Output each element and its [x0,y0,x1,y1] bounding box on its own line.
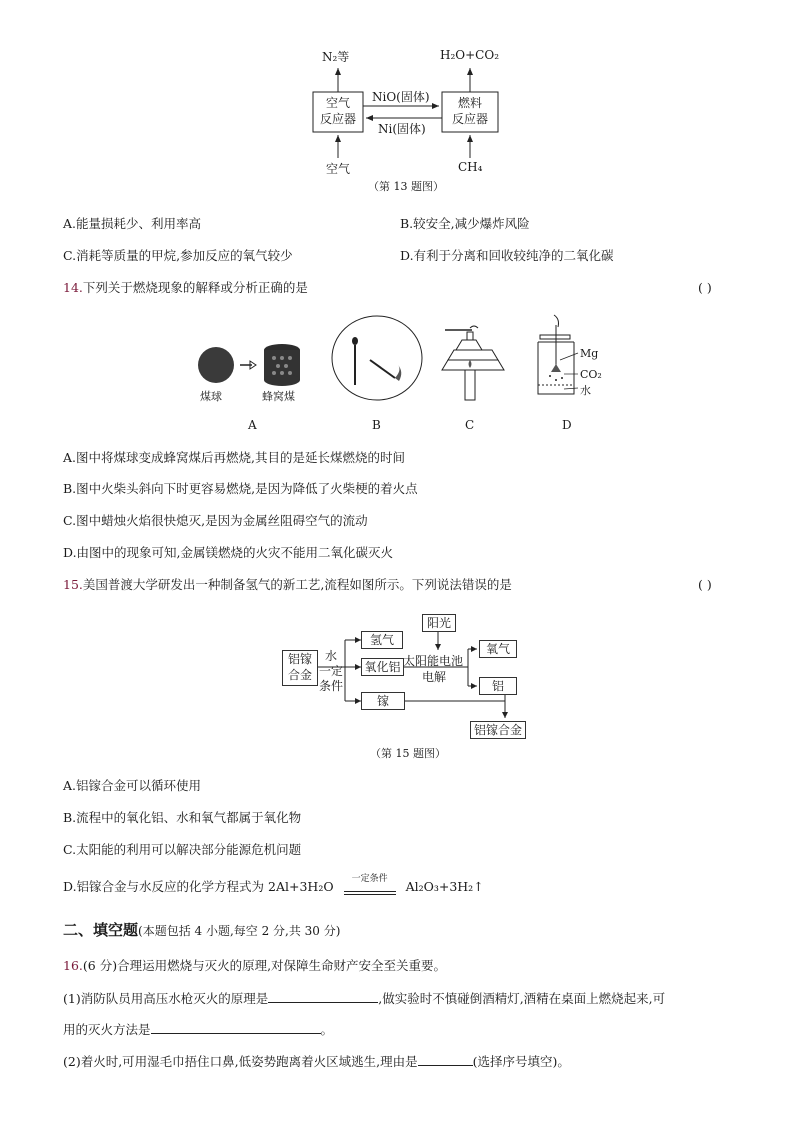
fig15-aluminum-box: 铝 [479,677,517,695]
reaction-condition-text: 一定条件 [351,874,388,884]
fig15-water-condition [316,649,346,694]
fig13-top-right: H₂O+CO₂ [440,48,499,62]
honeycomb-coal-icon [264,344,300,386]
candle-coil-icon [442,326,504,400]
fig15-gallium-box: 镓 [361,692,405,710]
q14-number: 14. [63,280,83,295]
q15-stem [63,577,512,593]
q16-p1-text-b: ,做实验时不慎碰倒酒精灯,酒精在桌面上燃烧起来,可 [378,991,666,1006]
q16-p1-text-d: 。 [320,1022,334,1037]
fig13-left-box [313,95,363,127]
q16-part1-line1 [63,990,665,1007]
answer-blank-2[interactable] [151,1021,321,1034]
fig15-cond-water: 水 [324,649,337,663]
q13-option-b: B.较安全,减少爆炸风险 [400,216,530,231]
fig14-label-d: D [562,418,572,432]
slanted-match-icon [370,360,395,378]
q14-option-c: C.图中蜡烛火焰很快熄灭,是因为金属丝阻碍空气的流动 [63,513,368,528]
fig15-alumina-box: 氧化铝 [361,658,404,676]
q16-p2-text-a: (2)着火时,可用湿毛巾捂住口鼻,低姿势跑离着火区域逃生,理由是 [63,1054,418,1069]
fig13-caption: （第 13 题图） [368,180,444,193]
q14-text: 下列关于燃烧现象的解释或分析正确的是 [82,280,308,295]
q13-option-d: D.有利于分离和回收较纯净的二氧化碳 [400,248,614,263]
q16-text: (6 分)合理运用燃烧与灭火的原理,对保障生命财产安全至关重要。 [82,958,447,973]
fig15-solar-cell-label: 太阳能电池 [403,654,464,668]
section-2-header [63,919,340,940]
q14-answer-paren: ( ) [698,280,712,295]
q13-option-a: A.能量损耗少、利用率高 [63,216,202,231]
q14-stem [63,280,308,296]
q16-stem [63,958,446,974]
answer-blank-1[interactable] [268,990,378,1003]
fig13-right-box-line1: 燃料 [457,96,482,110]
q14-option-a: A.图中将煤球变成蜂窝煤后再燃烧,其目的是延长煤燃烧的时间 [63,450,405,465]
answer-blank-3[interactable] [418,1053,473,1066]
section-2-note: (本题包括 4 小题,每空 2 分,共 30 分) [138,924,341,938]
fig14-mg-label: Mg [580,347,599,360]
fig14-label-a: A [248,418,257,432]
fig15-alloy-out-box: 铝镓合金 [470,721,526,739]
q16-p1-text-a: (1)消防队员用高压水枪灭火的原理是 [63,991,269,1006]
fig15-cond-line3: 条件 [318,679,343,693]
fig15-hydrogen-box: 氢气 [361,631,403,649]
coal-ball-icon [198,347,234,383]
q15-option-d-prefix: D.铝镓合金与水反应的化学方程式为 2Al+3H₂O [63,879,334,894]
fig14-honeycomb-label: 蜂窝煤 [262,390,295,403]
fig14-water-label: 水 [580,384,591,397]
fig13-left-box-line2: 反应器 [319,112,356,126]
fig13-bottom-right: CH₄ [458,160,483,174]
q15-number: 15. [63,577,83,592]
fig13-right-box [442,95,498,127]
fig14-coal-ball-label: 煤球 [200,390,222,403]
reaction-condition-equals [344,874,396,895]
fig14-co2-label: CO₂ [580,368,602,381]
q14-option-b: B.图中火柴头斜向下时更容易燃烧,是因为降低了火柴梗的着火点 [63,481,418,496]
q15-option-b: B.流程中的氧化铝、水和氧气都属于氧化物 [63,810,302,825]
fig14-label-b: B [372,418,381,432]
fig13-top-left: N₂等 [322,50,350,64]
fig15-oxygen-box: 氧气 [479,640,517,658]
q14-option-d: D.由图中的现象可知,金属镁燃烧的火灾不能用二氧化碳灭火 [63,545,394,560]
fig13-arrow-bottom-label: Ni(固体) [378,122,426,136]
fig13-bottom-left: 空气 [326,162,351,176]
q15-option-c: C.太阳能的利用可以解决部分能源危机问题 [63,842,302,857]
q15-text: 美国普渡大学研发出一种制备氢气的新工艺,流程如图所示。下列说法错误的是 [82,577,512,592]
fig13-left-box-line1: 空气 [325,96,350,110]
mg-co2-bottle-icon [538,315,578,394]
section-2-title: 二、填空题 [63,921,139,939]
fig15-caption: （第 15 题图） [370,747,446,760]
q16-part2 [63,1053,570,1070]
fig15-electrolysis-label: 电解 [422,670,447,684]
fig13-arrow-top-label: NiO(固体) [372,90,430,104]
q16-p2-text-b: (选择序号填空)。 [472,1054,570,1069]
q16-part1-line2 [63,1021,333,1038]
fig14-label-c: C [465,418,475,432]
fig13-right-box-line2: 反应器 [451,112,488,126]
q15-option-a: A.铝镓合金可以循环使用 [63,778,202,793]
fig15-alloy-box [282,650,318,686]
q15-option-d [63,874,484,895]
fig15-alloy-line1: 铝镓 [287,652,312,666]
fig15-cond-line2: 一定 [318,664,343,678]
q16-p1-text-c: 用的灭火方法是 [63,1022,151,1037]
q16-number: 16. [63,958,83,973]
fig14-drawings [190,310,610,405]
fig15-sunlight-box: 阳光 [422,614,456,632]
q15-option-d-suffix: Al₂O₃+3H₂↑ [405,879,484,894]
q15-answer-paren: ( ) [698,577,712,592]
q13-option-c: C.消耗等质量的甲烷,参加反应的氧气较少 [63,248,293,263]
fig15-alloy-line2: 合金 [287,668,312,682]
